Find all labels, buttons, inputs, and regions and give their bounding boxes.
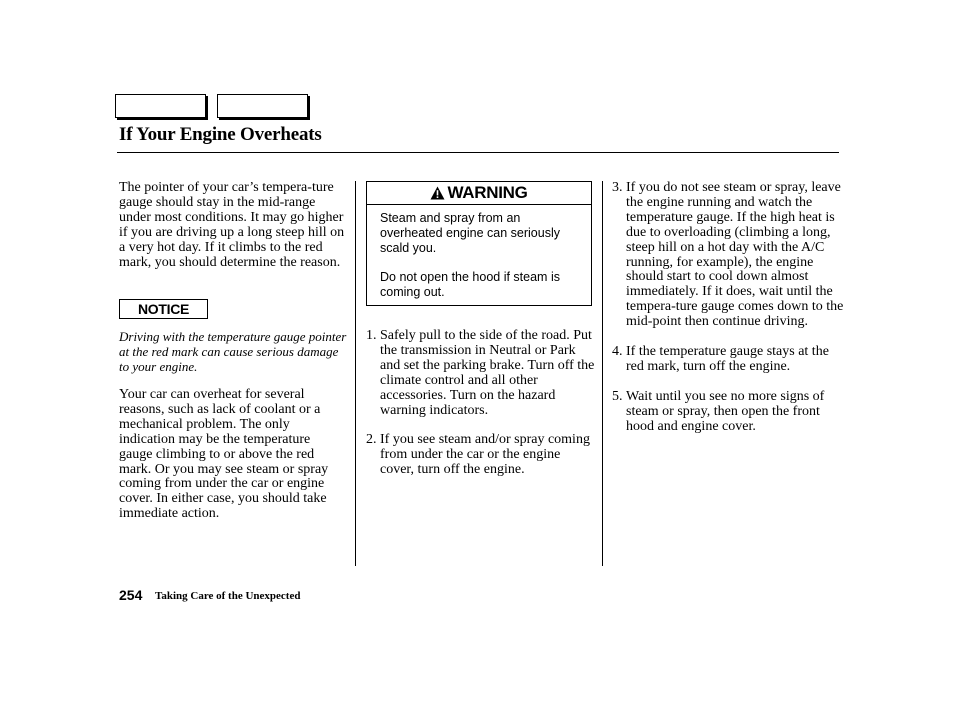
steps-list-middle xyxy=(366,329,596,478)
step-text: If you do not see steam or spray, leave the engine running and watch the temperature gauge. If the high heat is due to overloading (climbing a long, steep hill on a hot day with the A/C running, for example), the engine should start to cool down almost immediately. If it does, wait until the tempera-ture gauge comes down to the mid-point then continue driving. xyxy=(626,180,844,330)
step-item xyxy=(366,433,596,478)
step-text: If the temperature gauge stays at the red mark, turn off the engine. xyxy=(626,344,829,374)
step-item xyxy=(612,181,844,330)
notice-badge xyxy=(119,299,208,319)
step-text: Wait until you see no more signs of steam or spray, then open the front hood and engine cover. xyxy=(626,388,825,434)
notice-label: NOTICE xyxy=(137,301,190,317)
warning-text-2: Do not open the hood if steam is coming out. xyxy=(380,270,560,299)
step-item xyxy=(612,390,844,435)
step-number: 1. xyxy=(366,328,377,343)
warning-header xyxy=(367,182,591,205)
notice-text: Driving with the temperature gauge pointer at the red mark can cause serious damage to your engine. xyxy=(119,329,347,374)
column-divider-1 xyxy=(355,181,356,566)
nav-tab-box-2 xyxy=(217,94,308,118)
warning-triangle-icon xyxy=(430,186,445,200)
step-text: Safely pull to the side of the road. Put the transmission in Neutral or Park and set the parking brake. Turn off the climate control and all other accessories. Turn on the hazard warning indicators. xyxy=(380,328,595,418)
page-number: 254 xyxy=(119,587,143,603)
step-item xyxy=(612,345,844,375)
warning-text-1: Steam and spray from an overheated engine can seriously scald you. xyxy=(380,211,560,255)
step-number: 4. xyxy=(612,344,623,360)
step-number: 5. xyxy=(612,388,623,404)
page-title: If Your Engine Overheats xyxy=(119,124,322,145)
title-rule xyxy=(117,152,839,153)
column-divider-2 xyxy=(602,181,603,566)
intro-paragraph: The pointer of your car’s tempera-ture gauge should stay in the mid-range under most conditions. It may go higher if you are driving up a long steep hill on a very hot day. If it climbs to the red mark, you should determine the reason. xyxy=(119,180,345,270)
section-name: Taking Care of the Unexpected xyxy=(155,590,301,602)
step-number: 2. xyxy=(366,432,377,448)
warning-box xyxy=(366,181,592,306)
body-paragraph: Your car can overheat for several reasons, such as lack of coolant or a mechanical problem. The only indication may be the temperature gauge climbing to or above the red mark. Or you may see steam or spray coming from under the car or engine cover. In either case, you should take immediate action. xyxy=(119,387,329,522)
step-number: 3. xyxy=(612,180,623,195)
step-text: If you see steam and/or spray coming from under the car or the engine cover, turn off the engine. xyxy=(380,432,590,478)
nav-tab-box-1 xyxy=(115,94,206,118)
warning-label: WARNING xyxy=(447,183,528,202)
steps-list-right xyxy=(612,181,844,435)
step-item xyxy=(366,329,596,418)
